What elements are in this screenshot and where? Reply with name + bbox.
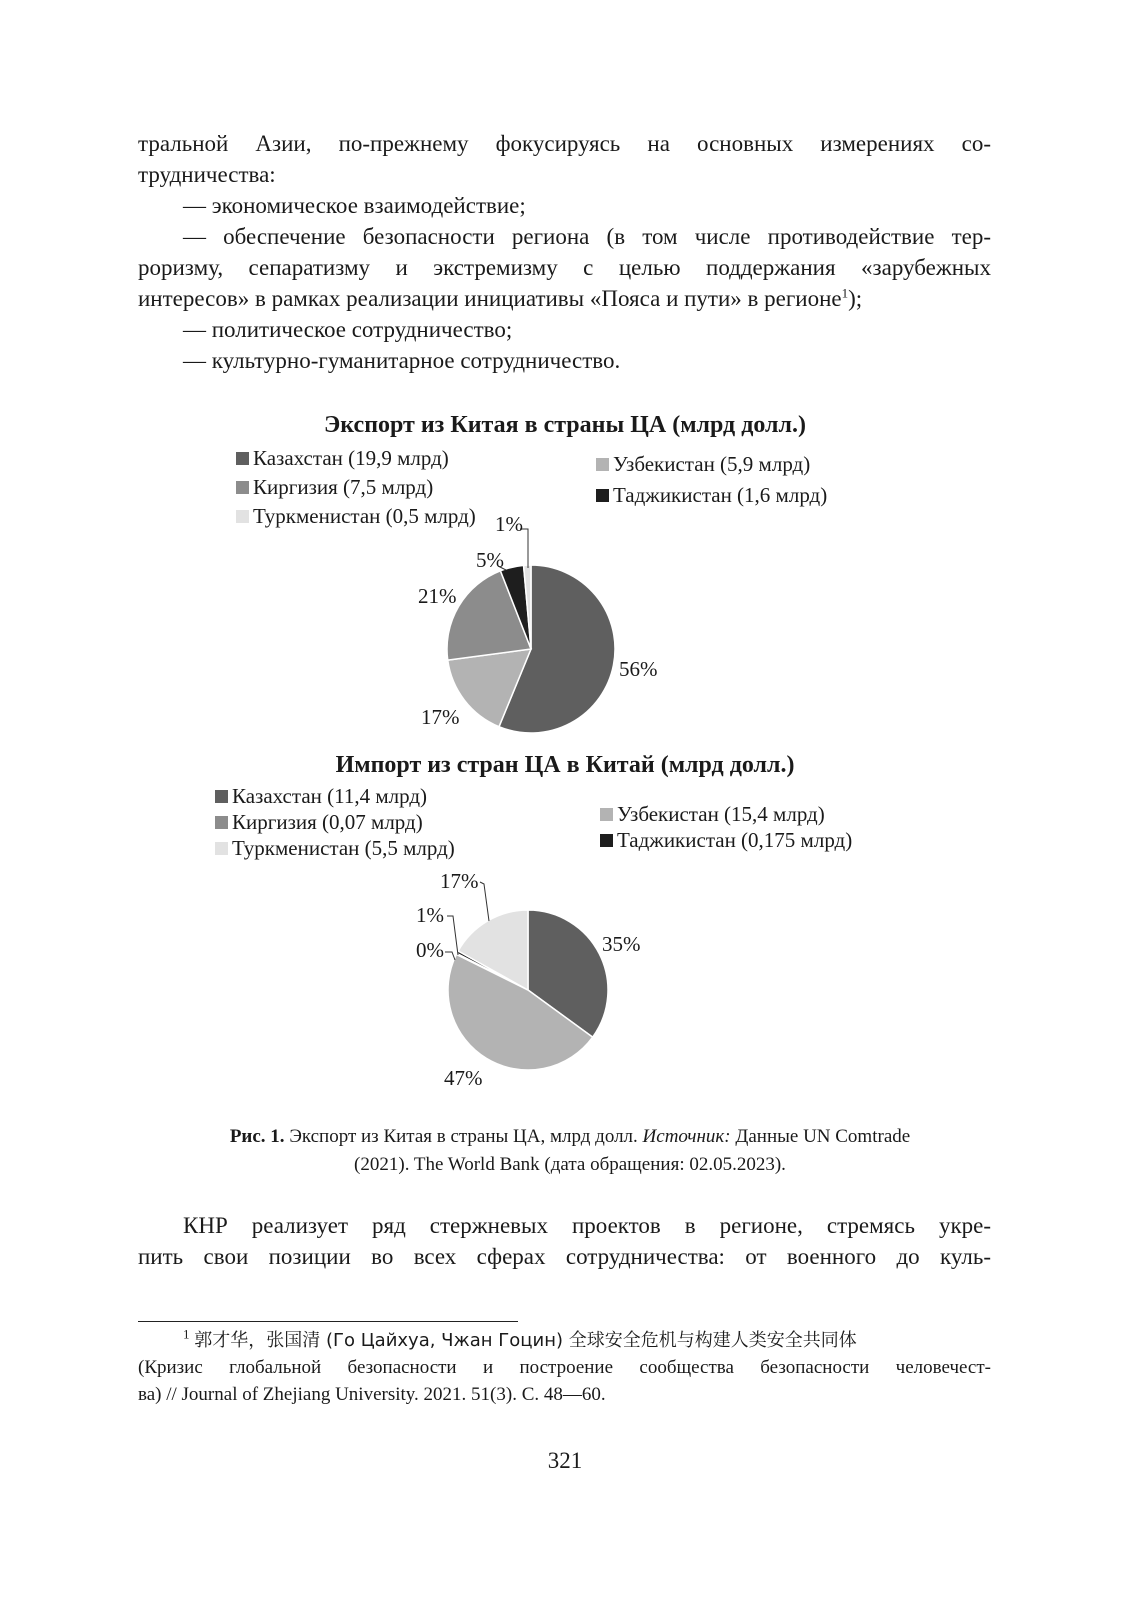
figure-caption-line2: (2021). The World Bank (дата обращения: 02.05.2023).: [354, 1154, 786, 1175]
legend-label: Узбекистан (5,9 млрд): [613, 452, 811, 476]
pie-percent-label: 17%: [421, 705, 460, 729]
pie-percent-label: 1%: [495, 512, 523, 536]
pie-percent-label: 1%: [416, 903, 444, 927]
list-item-end: );: [848, 286, 863, 311]
list-item: — культурно-гуманитарное сотрудничество.: [183, 348, 621, 373]
pie-percent-label: 47%: [444, 1066, 483, 1090]
legend-label: Таджикистан (0,175 млрд): [617, 828, 853, 852]
figure-caption: [160, 1123, 980, 1151]
leader-line: [447, 916, 458, 955]
caption-text: Экспорт из Китая в страны ЦА, млрд долл.: [284, 1126, 643, 1147]
legend-label: Киргизия (0,07 млрд): [232, 810, 423, 834]
legend-label: Киргизия (7,5 млрд): [253, 475, 434, 499]
chart-title-import: Импорт из стран ЦА в Китай (млрд долл.): [335, 752, 795, 778]
footnote-text: 郭才华，张国清 (Го Цайхуа, Чжан Гоцин) 全球安全危机与构建人类安全共同体: [194, 1330, 857, 1351]
footnote-line: ва) // Journal of Zhejiang University. 2021. 51(3). С. 48—60.: [138, 1384, 606, 1405]
caption-source-label: Источник:: [642, 1126, 731, 1147]
paragraph-line: тральной Азии, по-прежнему фокусируясь на основных измерениях со-: [138, 131, 991, 156]
pie-percent-label: 21%: [418, 584, 457, 608]
footnote-ref[interactable]: 1: [841, 285, 849, 301]
pie-percent-label: 0%: [416, 938, 444, 962]
paragraph-line: КНР реализует ряд стержневых проектов в регионе, стремясь укре-: [183, 1213, 991, 1238]
pie-percent-label: 56%: [619, 657, 658, 681]
footnote-marker: 1: [183, 1326, 190, 1342]
pie-percent-label: 5%: [476, 548, 504, 572]
page-number: 321: [547, 1448, 583, 1473]
legend-label: Узбекистан (15,4 млрд): [617, 802, 825, 826]
legend-label: Таджикистан (1,6 млрд): [613, 483, 828, 507]
list-item: — политическое сотрудничество;: [183, 317, 513, 342]
legend-label: Туркменистан (0,5 млрд): [253, 504, 476, 528]
footnote-line: (Кризис глобальной безопасности и построение сообщества безопасности человечест-: [138, 1357, 991, 1378]
pie-percent-label: 17%: [440, 869, 479, 893]
leader-line: [480, 882, 489, 921]
legend-label: Туркменистан (5,5 млрд): [232, 836, 455, 860]
caption-source: Данные UN Comtrade: [730, 1126, 911, 1147]
legend-label: Казахстан (19,9 млрд): [253, 446, 449, 470]
chart-title-export: Экспорт из Китая в страны ЦА (млрд долл.): [324, 412, 806, 438]
caption-label: Рис. 1.: [229, 1126, 285, 1147]
legend-label: Казахстан (11,4 млрд): [232, 784, 428, 808]
footnote-line: [138, 1327, 991, 1354]
footnote-divider: [138, 1321, 518, 1322]
list-item: — экономическое взаимодействие;: [183, 193, 526, 218]
list-item-text: интересов» в рамках реализации инициативы «Пояса и пути» в регионе: [138, 286, 842, 311]
list-item: — обеспечение безопасности региона (в том числе противодействие тер-: [183, 224, 991, 249]
paragraph-line: трудничества:: [138, 162, 276, 187]
paragraph-line: пить свои позиции во всех сферах сотрудничества: от военного до куль-: [138, 1244, 991, 1269]
pie-percent-label: 35%: [602, 932, 641, 956]
list-item-continued: роризму, сепаратизму и экстремизму с целью поддержания «зарубежных: [138, 255, 991, 280]
